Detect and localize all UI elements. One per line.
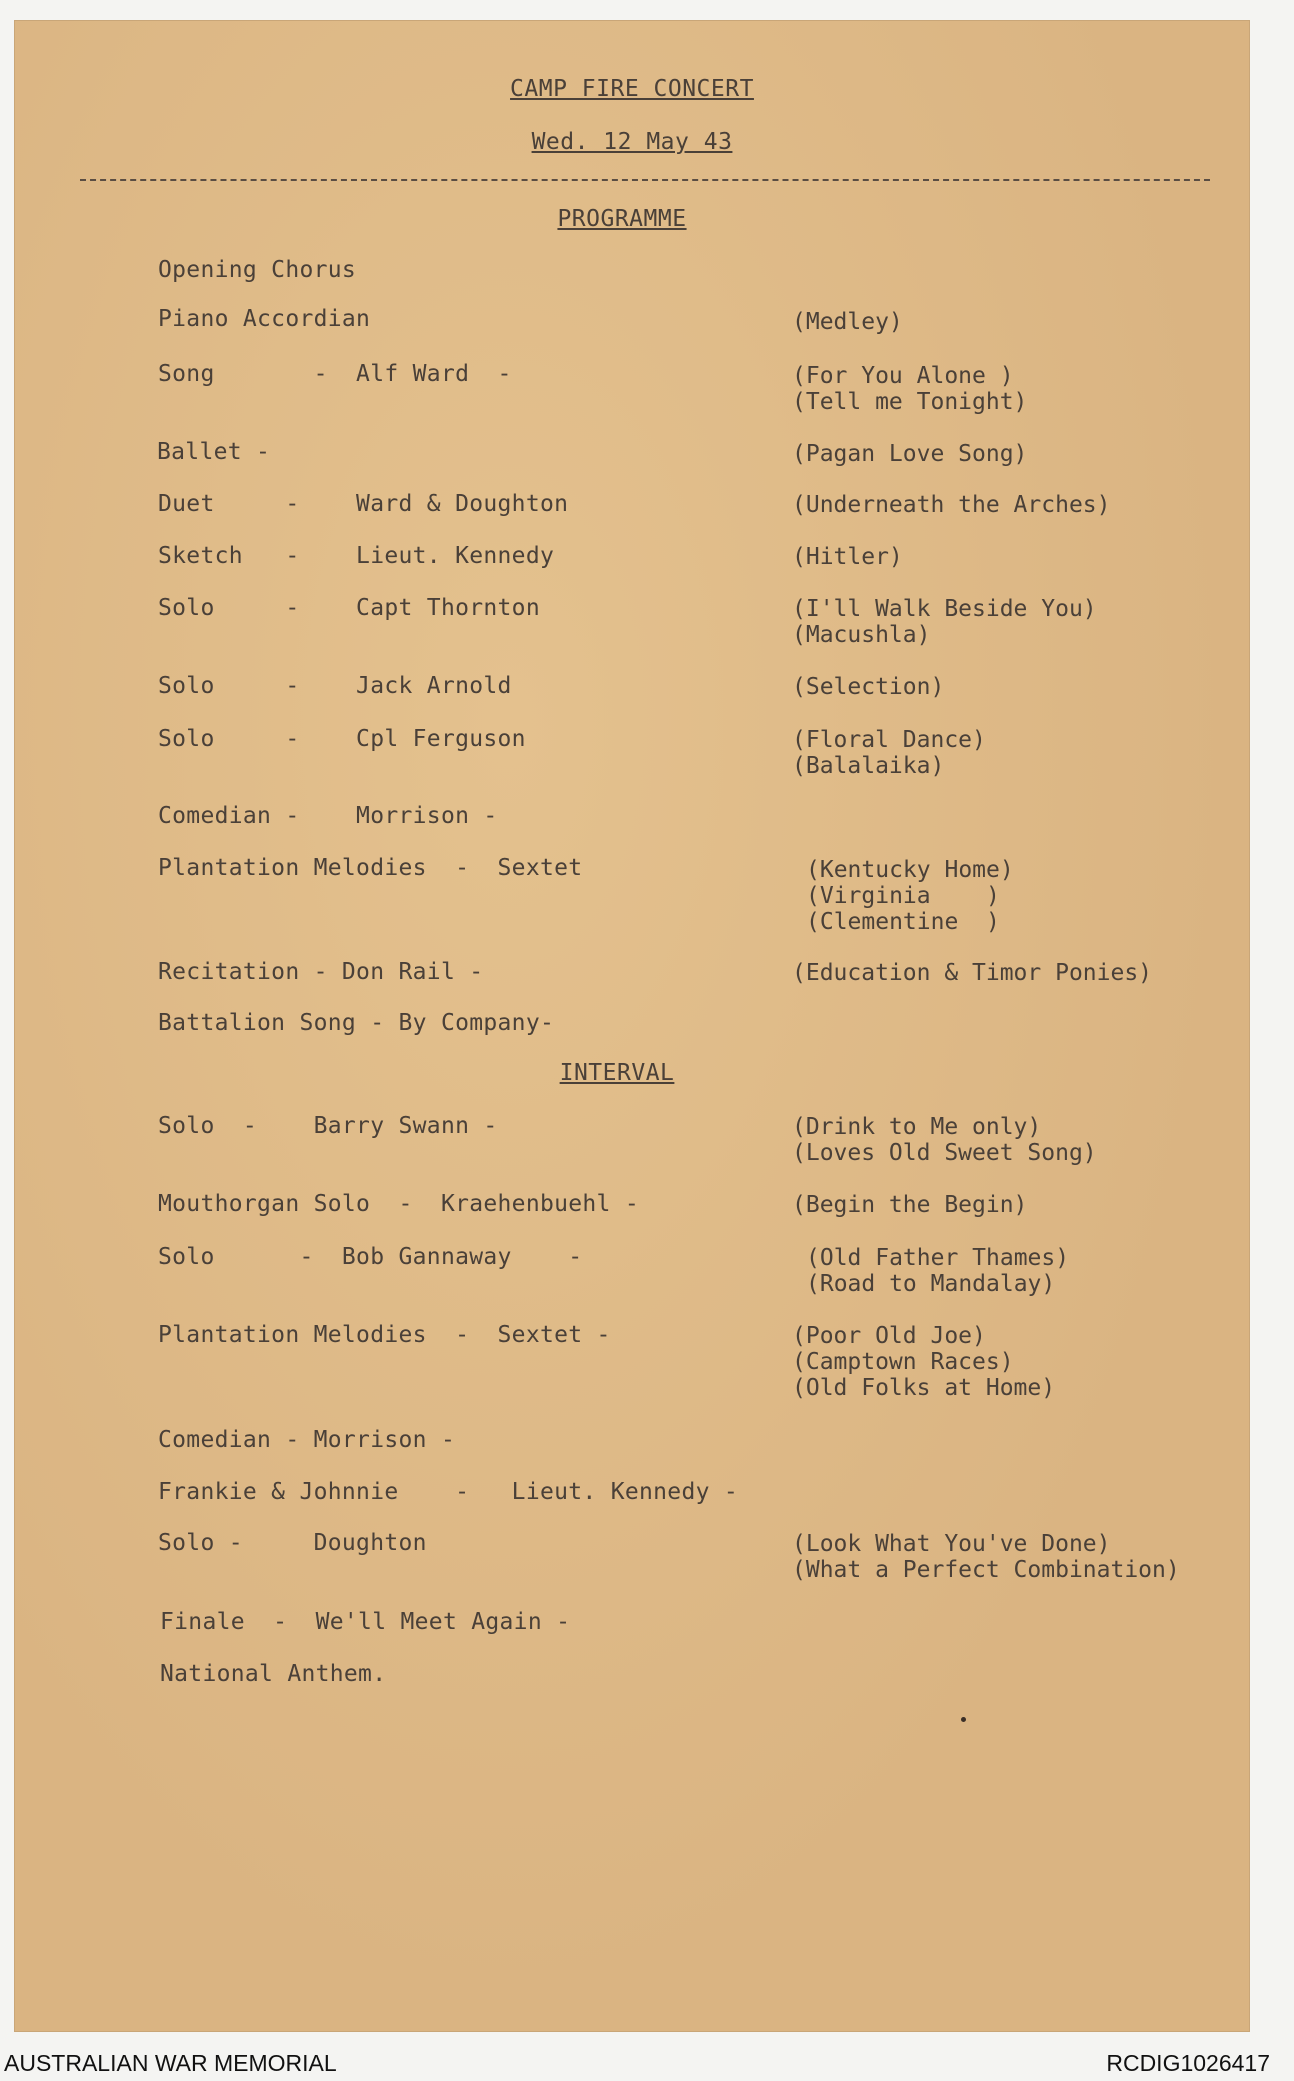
song-titles: (Begin the Begin) [792,1192,1028,1218]
programme-item: Comedian - Morrison - [158,1427,456,1453]
song-titles: (Medley) [792,309,903,335]
programme-item: Ballet - [157,439,271,465]
song-titles: (Floral Dance) (Balalaika) [792,727,986,779]
programme-item: National Anthem. [160,1661,387,1687]
concert-title: CAMP FIRE CONCERT [510,76,754,102]
programme-item: Solo - Barry Swann - [158,1113,498,1139]
programme-item: Finale - We'll Meet Again - [160,1609,571,1635]
programme-item: Solo - Cpl Ferguson [158,726,526,752]
programme-item: Comedian - Morrison - [158,803,498,829]
concert-date: Wed. 12 May 43 [531,129,733,155]
programme-item: Solo - Doughton [158,1530,427,1556]
programme-item: Opening Chorus [158,257,357,283]
song-titles: (Kentucky Home) (Virginia ) (Clementine ) [806,857,1014,935]
programme-item: Sketch - Lieut. Kennedy [158,543,555,569]
song-titles: (Selection) [792,674,945,700]
song-titles: (Look What You've Done) (What a Perfect Combination) [792,1531,1180,1583]
programme-item: Frankie & Johnnie - Lieut. Kennedy - [158,1479,739,1505]
programme-item: Mouthorgan Solo - Kraehenbuehl - [158,1191,640,1217]
song-titles: (Poor Old Joe) (Camptown Races) (Old Folks at Home) [792,1323,1056,1401]
programme-item: Plantation Melodies - Sextet [158,855,583,881]
programme-heading: PROGRAMME [557,206,687,232]
programme-item: Solo - Jack Arnold [158,673,512,699]
song-titles: (Hitler) [792,544,903,570]
programme-item: Battalion Song - By Company- [158,1010,555,1036]
programme-item: Recitation - Don Rail - [158,959,484,985]
document-page [14,20,1250,2032]
song-titles: (Underneath the Arches) [792,492,1111,518]
song-titles: (I'll Walk Beside You) (Macushla) [792,596,1097,648]
song-titles: (Old Father Thames) (Road to Mandalay) [806,1245,1070,1297]
programme-item: Piano Accordian [158,306,371,332]
song-titles: (Education & Timor Ponies) [792,960,1153,986]
programme-item: Solo - Bob Gannaway - [158,1244,583,1270]
song-titles: (For You Alone ) (Tell me Tonight) [792,363,1028,415]
song-titles: (Pagan Love Song) [792,441,1028,467]
ink-spot [961,1717,966,1722]
interval-heading: INTERVAL [559,1060,675,1086]
programme-item: Song - Alf Ward - [158,361,512,387]
programme-item: Plantation Melodies - Sextet - [158,1322,611,1348]
divider-rule [80,179,1210,181]
programme-item: Solo - Capt Thornton [158,595,540,621]
song-titles: (Drink to Me only) (Loves Old Sweet Song) [792,1114,1097,1166]
programme-item: Duet - Ward & Doughton [158,491,569,517]
footer-id: RCDIG1026417 [1106,2050,1270,2076]
footer-source: AUSTRALIAN WAR MEMORIAL [4,2050,337,2076]
